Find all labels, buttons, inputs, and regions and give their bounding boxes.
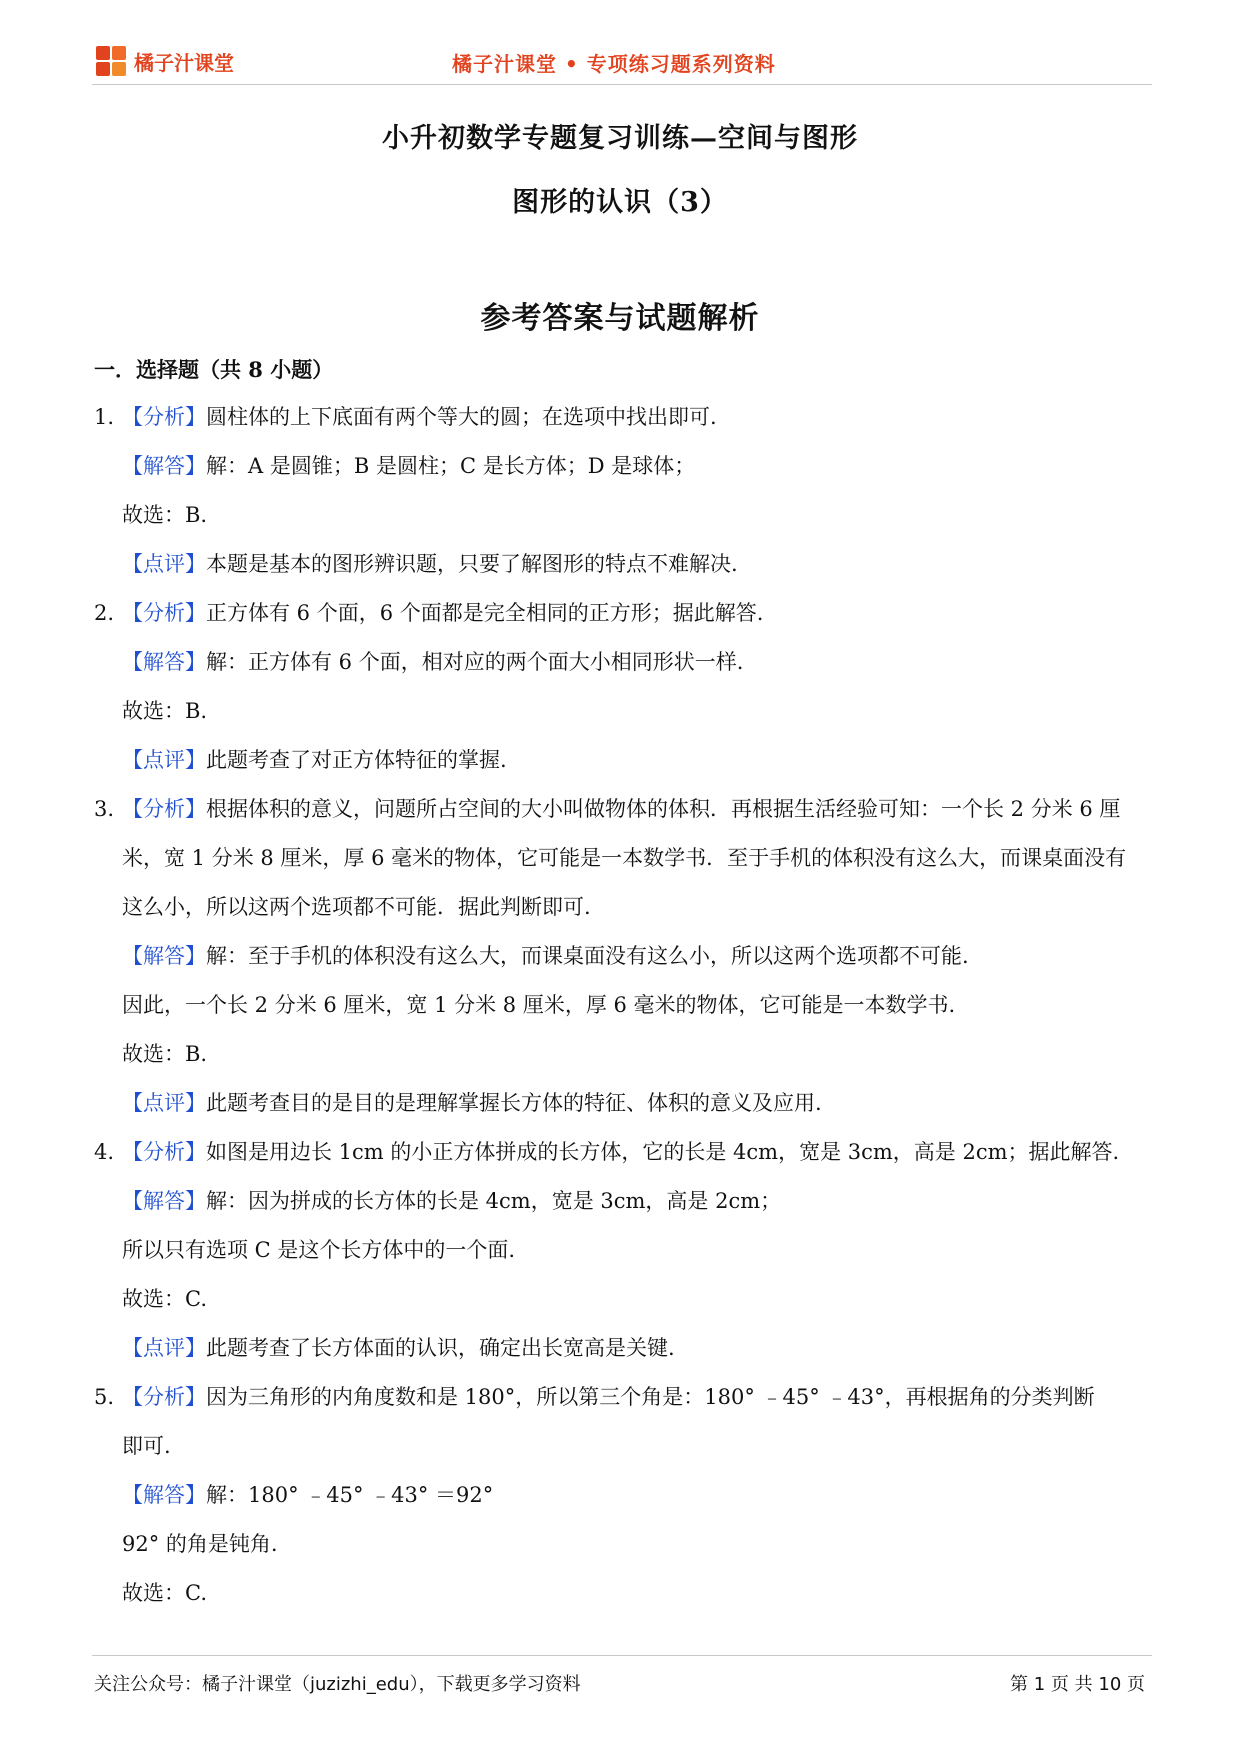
analysis-text: 正方体有 6 个面，6 个面都是完全相同的正方形；据此解答. [206, 601, 764, 625]
question-2-analysis [94, 589, 1146, 638]
question-1-answer [94, 442, 1146, 491]
header-title: 橘子汁课堂 • 专项练习题系列资料 [452, 52, 776, 76]
question-number: 3. [94, 797, 115, 821]
answer-tag: 【解答】 [122, 454, 206, 478]
header-divider [92, 84, 1152, 85]
comment-text: 此题考查目的是目的是理解掌握长方体的特征、体积的意义及应用. [206, 1091, 822, 1115]
question-2-choice: 故选：B. [122, 699, 208, 723]
question-5-answer [94, 1471, 1146, 1520]
section-heading: 一．选择题（共 8 小题） [94, 357, 334, 382]
question-1-analysis [94, 393, 1146, 442]
answer-tag: 【解答】 [122, 650, 206, 674]
question-4-answer-cont: 所以只有选项 C 是这个长方体中的一个面. [122, 1238, 516, 1262]
analysis-text: 圆柱体的上下底面有两个等大的圆；在选项中找出即可. [206, 405, 717, 429]
question-3-analysis-cont: 这么小，所以这两个选项都不可能．据此判断即可. [122, 895, 591, 919]
question-3-answer [94, 932, 1146, 981]
comment-tag: 【点评】 [122, 1336, 206, 1360]
answer-heading: 参考答案与试题解析 [480, 301, 760, 336]
question-number: 4. [94, 1140, 115, 1164]
footer-divider [92, 1655, 1152, 1656]
answer-content [94, 393, 1146, 1618]
answer-text: 解：A 是圆锥；B 是圆柱；C 是长方体；D 是球体； [206, 454, 696, 478]
analysis-tag: 【分析】 [122, 1385, 206, 1409]
comment-tag: 【点评】 [122, 552, 206, 576]
page-header [92, 40, 1152, 86]
logo-text: 橘子汁课堂 [134, 50, 234, 75]
question-3-comment [94, 1079, 1146, 1128]
analysis-tag: 【分析】 [122, 405, 206, 429]
question-3-analysis-cont: 米，宽 1 分米 8 厘米，厚 6 毫米的物体，它可能是一本数学书．至于手机的体积没有这么大，而课桌面没有 [122, 846, 1127, 870]
question-number: 1. [94, 405, 115, 429]
question-2-answer [94, 638, 1146, 687]
question-4-analysis [94, 1128, 1146, 1177]
question-3-answer-cont: 因此，一个长 2 分米 6 厘米，宽 1 分米 8 厘米，厚 6 毫米的物体，它可能是一本数学书. [122, 993, 956, 1017]
analysis-text: 因为三角形的内角度数和是 180°，所以第三个角是：180° ﹣45° ﹣43°，再根据角的分类判断 [206, 1385, 1095, 1409]
question-5-answer-cont: 92° 的角是钝角. [122, 1532, 278, 1556]
answer-text: 解：至于手机的体积没有这么大，而课桌面没有这么小，所以这两个选项都不可能. [206, 944, 969, 968]
question-1-comment [94, 540, 1146, 589]
question-1-choice: 故选：B. [122, 503, 208, 527]
footer-promo: 关注公众号：橘子汁课堂（juzizhi_edu），下载更多学习资料 [94, 1674, 581, 1695]
analysis-tag: 【分析】 [122, 1140, 206, 1164]
question-5-analysis-cont: 即可. [122, 1434, 171, 1458]
comment-text: 此题考查了对正方体特征的掌握. [206, 748, 507, 772]
question-4-choice: 故选：C. [122, 1287, 207, 1311]
question-3-choice: 故选：B. [122, 1042, 208, 1066]
page-number: 第 1 页 共 10 页 [1010, 1674, 1145, 1695]
question-number: 5. [94, 1385, 115, 1409]
question-4-answer [94, 1177, 1146, 1226]
answer-tag: 【解答】 [122, 1483, 206, 1507]
answer-text: 解：180° ﹣45° ﹣43° ＝92° [206, 1483, 494, 1507]
comment-tag: 【点评】 [122, 1091, 206, 1115]
comment-tag: 【点评】 [122, 748, 206, 772]
logo [96, 46, 234, 76]
answer-tag: 【解答】 [122, 944, 206, 968]
analysis-tag: 【分析】 [122, 601, 206, 625]
answer-text: 解：因为拼成的长方体的长是 4cm，宽是 3cm，高是 2cm； [206, 1189, 782, 1213]
answer-text: 解：正方体有 6 个面，相对应的两个面大小相同形状一样. [206, 650, 744, 674]
question-number: 2. [94, 601, 115, 625]
comment-text: 此题考查了长方体面的认识，确定出长宽高是关键. [206, 1336, 675, 1360]
question-4-comment [94, 1324, 1146, 1373]
logo-icon [96, 46, 126, 76]
analysis-text: 如图是用边长 1cm 的小正方体拼成的长方体，它的长是 4cm，宽是 3cm，高是 2cm；据此解答. [206, 1140, 1120, 1164]
document-subtitle: 图形的认识（3） [512, 187, 728, 218]
analysis-tag: 【分析】 [122, 797, 206, 821]
question-5-analysis [94, 1373, 1146, 1422]
comment-text: 本题是基本的图形辨识题，只要了解图形的特点不难解决. [206, 552, 738, 576]
answer-tag: 【解答】 [122, 1189, 206, 1213]
question-5-choice: 故选：C. [122, 1581, 207, 1605]
document-title: 小升初数学专题复习训练—空间与图形 [382, 123, 858, 154]
question-2-comment [94, 736, 1146, 785]
analysis-text: 根据体积的意义，问题所占空间的大小叫做物体的体积．再根据生活经验可知：一个长 2 分米 6 厘 [206, 797, 1121, 821]
question-3-analysis [94, 785, 1146, 834]
